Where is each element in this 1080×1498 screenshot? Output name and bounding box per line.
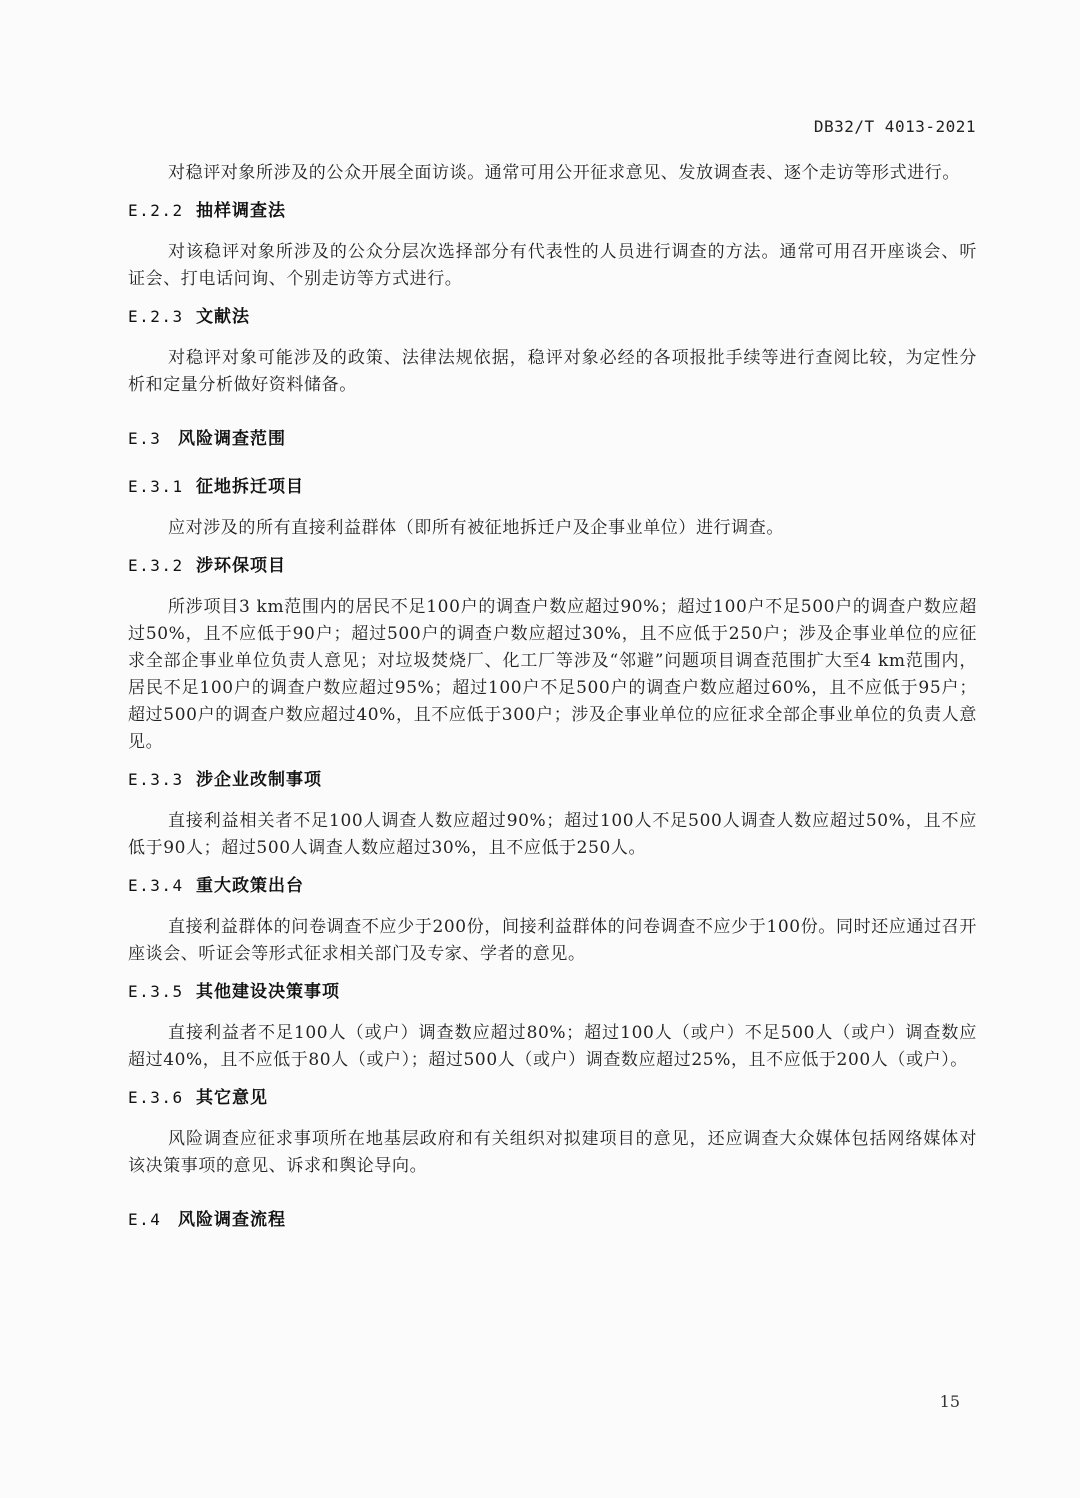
- section-heading-e32: [128, 552, 977, 580]
- section-title: 涉企业改制事项: [196, 770, 322, 790]
- section-title: 抽样调查法: [196, 201, 286, 221]
- section-heading-e35: [128, 978, 977, 1006]
- standard-code: DB32/T 4013-2021: [813, 117, 976, 136]
- section-number: E.4: [128, 1210, 162, 1229]
- section-title: 文献法: [196, 307, 250, 327]
- section-number: E.2.2: [128, 201, 184, 220]
- section-number: E.3: [128, 429, 162, 448]
- paragraph-e36: 风险调查应征求事项所在地基层政府和有关组织对拟建项目的意见，还应调查大众媒体包括网络媒体对该决策事项的意见、诉求和舆论导向。: [128, 1129, 977, 1176]
- section-number: E.2.3: [128, 307, 184, 326]
- section-title: 其他建设决策事项: [196, 982, 340, 1002]
- section-title: 其它意见: [196, 1088, 268, 1108]
- section-title: 涉环保项目: [196, 556, 286, 576]
- section-heading-e31: [128, 473, 977, 501]
- section-title: 风险调查范围: [178, 429, 286, 449]
- paragraph-e33: 直接利益相关者不足100人调查人数应超过90%；超过100人不足500人调查人数应超过50%，且不应低于90人；超过500人调查人数应超过30%，且不应低于250人。: [128, 811, 977, 858]
- section-heading-e23: [128, 303, 977, 331]
- section-number: E.3.3: [128, 770, 184, 789]
- section-heading-e4: [128, 1206, 977, 1234]
- paragraph-e34: 直接利益群体的问卷调查不应少于200份，间接利益群体的问卷调查不应少于100份。同时还应通过召开座谈会、听证会等形式征求相关部门及专家、学者的意见。: [128, 917, 977, 964]
- paragraph-e31: 应对涉及的所有直接利益群体（即所有被征地拆迁户及企事业单位）进行调查。: [168, 518, 784, 538]
- section-number: E.3.2: [128, 556, 184, 575]
- section-title: 风险调查流程: [178, 1210, 286, 1230]
- section-number: E.3.6: [128, 1088, 184, 1107]
- paragraph-e21-continued: 对稳评对象所涉及的公众开展全面访谈。通常可用公开征求意见、发放调查表、逐个走访等形式进行。: [168, 163, 960, 183]
- page-number: 15: [939, 1392, 960, 1411]
- section-heading-e22: [128, 197, 977, 225]
- section-heading-e3: [128, 425, 977, 453]
- paragraph-e22: 对该稳评对象所涉及的公众分层次选择部分有代表性的人员进行调查的方法。通常可用召开座谈会、听证会、打电话问询、个别走访等方式进行。: [128, 242, 977, 289]
- section-title: 重大政策出台: [196, 876, 304, 896]
- section-number: E.3.5: [128, 982, 184, 1001]
- section-heading-e34: [128, 872, 977, 900]
- paragraph-e23: 对稳评对象可能涉及的政策、法律法规依据，稳评对象必经的各项报批手续等进行查阅比较，为定性分析和定量分析做好资料储备。: [128, 348, 977, 395]
- section-number: E.3.1: [128, 477, 184, 496]
- section-number: E.3.4: [128, 876, 184, 895]
- section-heading-e33: [128, 766, 977, 794]
- section-heading-e36: [128, 1084, 977, 1112]
- section-title: 征地拆迁项目: [196, 477, 304, 497]
- paragraph-e35: 直接利益者不足100人（或户）调查数应超过80%；超过100人（或户）不足500人（或户）调查数应超过40%，且不应低于80人（或户）；超过500人（或户）调查数应超过25%，且不应低于200人（或户）。: [128, 1023, 977, 1070]
- paragraph-e32: 所涉项目3 km范围内的居民不足100户的调查户数应超过90%；超过100户不足500户的调查户数应超过50%，且不应低于90户；超过500户的调查户数应超过30%，且不应低于250户；涉及企事业单位的应征求全部企事业单位负责人意见；对垃圾焚烧厂、化工厂等涉及“邻避”问题项目调查范围扩大至4 km范围内，居民不足100户的调查户数应超过95%；超过100户不足500户的调查户数应超过60%，且不应低于95户；超过500户的调查户数应超过40%，且不应低于300户；涉及企事业单位的应征求全部企事业单位的负责人意见。: [128, 597, 977, 752]
- document-body: [128, 160, 977, 1248]
